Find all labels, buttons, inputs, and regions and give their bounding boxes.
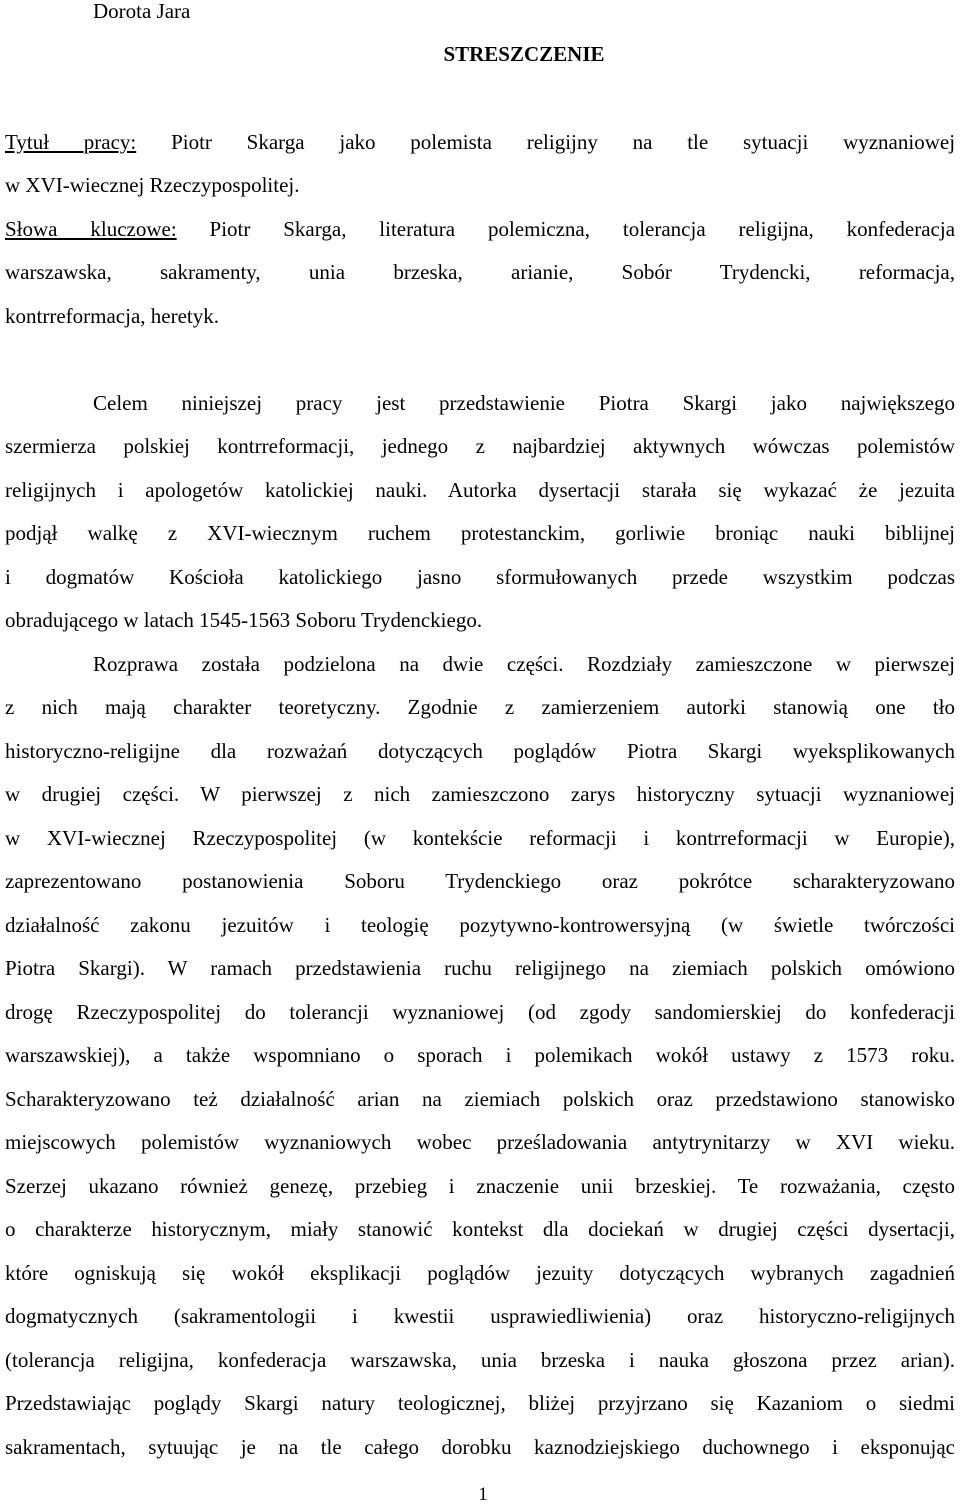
page-number: 1 [478, 1484, 488, 1505]
keywords-line-2: warszawska, sakramenty, unia brzeska, arianie, Sobór Trydencki, reformacja, [5, 260, 955, 284]
keywords-text-1: Piotr Skarga, literatura polemiczna, tolerancja religijna, konfederacja [209, 217, 955, 241]
body-line: Przedstawiając poglądy Skargi natury teologicznej, bliżej przyjrzano się Kazaniom o siedmi [5, 1391, 955, 1415]
keywords-line-1 [5, 215, 955, 243]
keywords-line-3: kontrreformacja, heretyk. [5, 304, 219, 328]
body-line: sakramentach, sytuując je na tle całego dorobku kaznodziejskiego duchownego i eksponując [5, 1435, 955, 1459]
body-line: zaprezentowano postanowienia Soboru Trydenckiego oraz pokrótce scharakteryzowano [5, 869, 955, 893]
title-label: Tytuł pracy: [5, 130, 137, 154]
body-line: Celem niniejszej pracy jest przedstawienie Piotra Skargi jako największego [93, 391, 955, 415]
body-line: drogę Rzeczypospolitej do tolerancji wyznaniowej (od zgody sandomierskiej do konfederacji [5, 1000, 955, 1024]
body-line: religijnych i apologetów katolickiej nauki. Autorka dysertacji starała się wykazać że jezuita [5, 478, 955, 502]
body-line: które ogniskują się wokół eksplikacji poglądów jezuity dotyczących wybranych zagadnień [5, 1261, 955, 1285]
title-line-1 [5, 128, 955, 156]
body-line: szermierza polskiej kontrreformacji, jednego z najbardziej aktywnych wówczas polemistów [5, 434, 955, 458]
body-line: (tolerancja religijna, konfederacja warszawska, unia brzeska i nauka głoszona przez arian). [5, 1348, 955, 1372]
title-line-2: w XVI-wiecznej Rzeczypospolitej. [5, 173, 300, 197]
body-line: warszawskiej), a także wspomniano o sporach i polemikach wokół ustawy z 1573 roku. [5, 1043, 955, 1067]
title-text-1: Piotr Skarga jako polemista religijny na tle sytuacji wyznaniowej [171, 130, 955, 154]
author-name: Dorota Jara [93, 0, 191, 23]
body-line: Szerzej ukazano również genezę, przebieg i znaczenie unii brzeskiej. Te rozważania, często [5, 1174, 955, 1198]
document-heading: STRESZCZENIE [443, 42, 605, 66]
body-line: z nich mają charakter teoretyczny. Zgodnie z zamierzeniem autorki stanowią one tło [5, 695, 955, 719]
body-line: podjął walkę z XVI-wiecznym ruchem protestanckim, gorliwie broniąc nauki biblijnej [5, 521, 955, 545]
body-line: historyczno-religijne dla rozważań dotyczących poglądów Piotra Skargi wyeksplikowanych [5, 739, 955, 763]
body-line: miejscowych polemistów wyznaniowych wobec prześladowania antytrynitarzy w XVI wieku. [5, 1130, 955, 1154]
body-line: obradującego w latach 1545-1563 Soboru Trydenckiego. [5, 608, 483, 632]
body-line: Scharakteryzowano też działalność arian na ziemiach polskich oraz przedstawiono stanowisko [5, 1087, 955, 1111]
body-line: dogmatycznych (sakramentologii i kwestii usprawiedliwienia) oraz historyczno-religijnych [5, 1304, 955, 1328]
body-line: i dogmatów Kościoła katolickiego jasno sformułowanych przede wszystkim podczas [5, 565, 955, 589]
keywords-label: Słowa kluczowe: [5, 217, 177, 241]
body-line: o charakterze historycznym, miały stanowić kontekst dla dociekań w drugiej części dysertacji, [5, 1217, 955, 1241]
body-line: działalność zakonu jezuitów i teologię pozytywno-kontrowersyjną (w świetle twórczości [5, 913, 955, 937]
body-line: Piotra Skargi). W ramach przedstawienia ruchu religijnego na ziemiach polskich omówiono [5, 956, 955, 980]
body-line: Rozprawa została podzielona na dwie części. Rozdziały zamieszczone w pierwszej [93, 652, 955, 676]
body-line: w XVI-wiecznej Rzeczypospolitej (w kontekście reformacji i kontrreformacji w Europie), [5, 826, 955, 850]
body-line: w drugiej części. W pierwszej z nich zamieszczono zarys historyczny sytuacji wyznaniowej [5, 782, 955, 806]
